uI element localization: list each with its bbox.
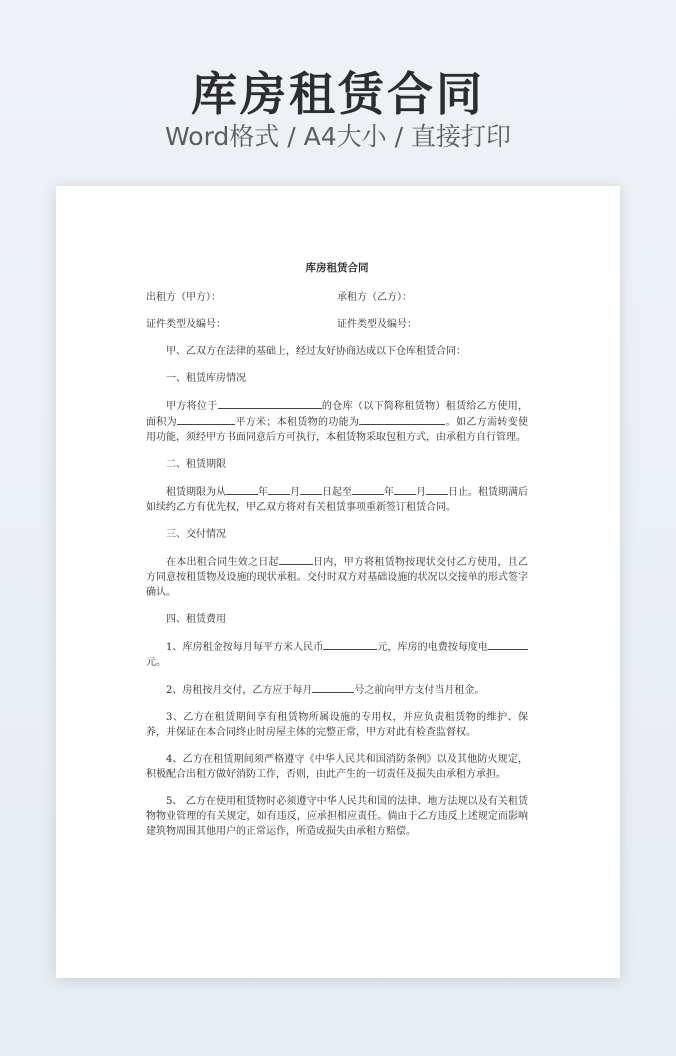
lessee-label: 承租方（乙方）： [337, 292, 412, 303]
document-body [146, 261, 528, 851]
section-heading: 三、交付情况 [166, 529, 226, 540]
section-3-paragraph: 在本出租合同生效之日起 日内，甲方将租赁物按现状交付乙方使用，且乙方同意按租赁物及设施的现状承租。交付时双方对基础设施的状况以交接单的形式签字确认。 [146, 554, 528, 600]
lessor-label: 出租方（甲方）： [146, 292, 221, 303]
section-2-paragraph: 租赁期限为从 年 月 日起至 年 月 日止。租赁期满后如续约乙方有优先权，甲乙双方将对有关租赁事项重新签订租赁合同。 [146, 484, 528, 515]
lessor-id-label: 证件类型及编号： [146, 319, 226, 330]
clause-2: 2、房租按月交付，乙方应于每月 号之前向甲方支付当月租金。 [146, 682, 528, 698]
section-heading: 一、租赁库房情况 [166, 373, 246, 384]
id-row [146, 317, 528, 332]
document-title: 库房租赁合同 [305, 262, 369, 274]
section-heading: 二、租赁期限 [166, 459, 226, 470]
clause-4: 4、乙方在租赁期间须严格遵守《中华人民共和国消防条例》以及其他防火规定，积极配合出租方做好消防工作，否则，由此产生的一切责任及损失由承租方承担。 [146, 754, 528, 780]
clause-1: 1、库房租金按每月每平方米人民币 元，库房的电费按每度电元。 [146, 639, 528, 670]
section-heading: 四、租赁费用 [166, 614, 226, 625]
lessee-id-label: 证件类型及编号： [337, 319, 417, 330]
intro-paragraph: 甲、乙双方在法律的基础上，经过友好协商达成以下仓库租赁合同： [166, 346, 466, 357]
hero-subtitle: Word格式 / A4大小 / 直接打印 [165, 122, 511, 151]
hero-title: 库房租赁合同 [191, 67, 485, 121]
clause-3: 3、乙方在租赁期间享有租赁物所属设施的专用权，并应负责租赁物的维护、保养，并保证在本合同终止时房屋主体的完整正常，甲方对此有检查监督权。 [146, 712, 528, 738]
clause-5: 5、 乙方在使用租赁物时必须遵守中华人民共和国的法律、地方法规以及有关租赁物物业管理的有关规定，如有违反，应承担相应责任。倘由于乙方违反上述规定而影响建筑物周围其他用户的正常运作，所造成损失由承租方赔偿。 [146, 796, 528, 837]
party-row [146, 290, 528, 305]
section-1-paragraph: 甲方将位于 的仓库（以下简称租赁物）租赁给乙方使用，面积为 平方米；本租赁物的功能为 。如乙方需转变使用功能，须经甲方书面同意后方可执行，本租赁物采取包租方式，由承租方自行管理。 [146, 398, 528, 445]
document-page [56, 186, 620, 978]
